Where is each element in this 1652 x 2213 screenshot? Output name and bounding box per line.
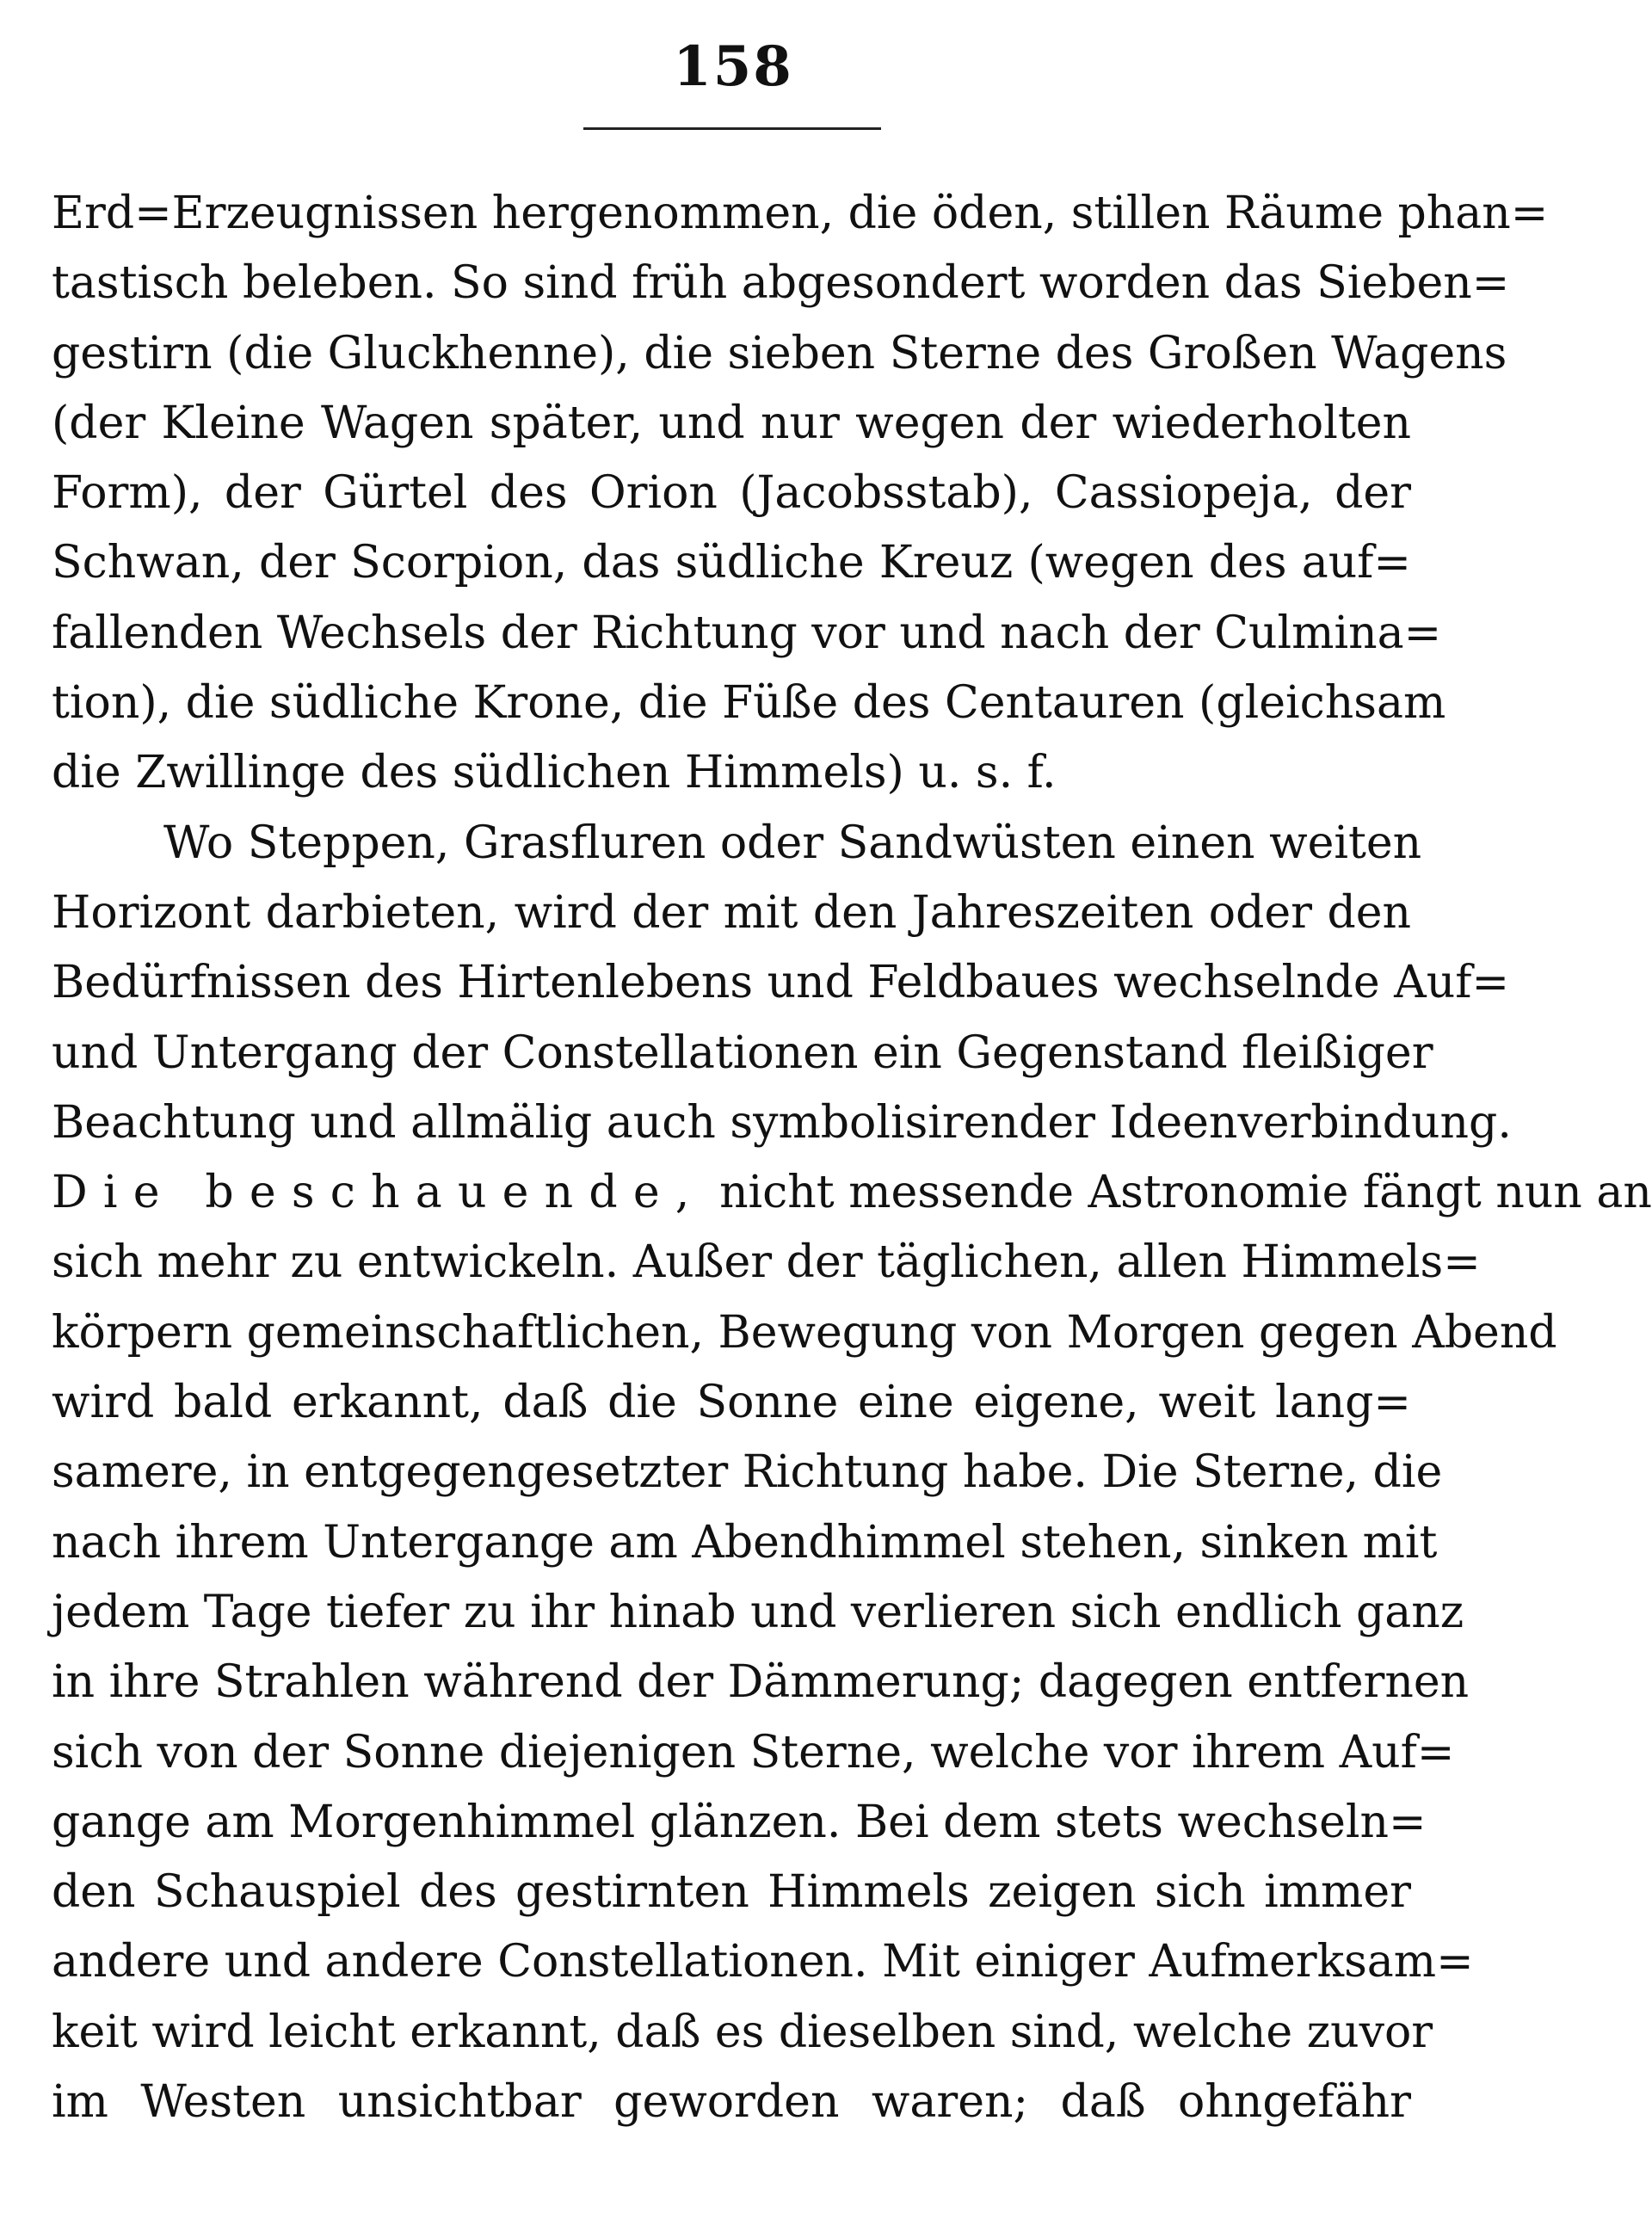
text-line: samere, in entgegengesetzter Richtung habe. Die Sterne, die	[52, 1446, 1443, 1499]
text-line: Schwan, der Scorpion, das südliche Kreuz (wegen des auf=	[52, 537, 1411, 589]
text-line: im Westen unsichtbar geworden waren; daß ohngefähr	[52, 2076, 1411, 2129]
text-line-with-emphasis	[52, 1158, 1652, 1228]
text-line: Bedürfnissen des Hirtenlebens und Feldbaues wechselnde Auf=	[52, 957, 1510, 1009]
text-line: (der Kleine Wagen später, und nur wegen der wiederholten	[52, 397, 1411, 449]
text-line: und Untergang der Constellationen ein Gegenstand fleißiger	[52, 1026, 1433, 1079]
text-line: gestirn (die Gluckhenne), die sieben Sterne des Großen Wagens	[52, 327, 1507, 379]
text-line: Horizont darbieten, wird der mit den Jahreszeiten oder den	[52, 886, 1411, 939]
text-line: sich von der Sonne diejenigen Sterne, welche vor ihrem Auf=	[52, 1726, 1455, 1778]
text-line: nach ihrem Untergange am Abendhimmel stehen, sinken mit	[52, 1516, 1438, 1569]
text-line: andere und andere Constellationen. Mit einiger Aufmerksam=	[52, 1936, 1474, 1988]
text-line: Form), der Gürtel des Orion (Jacobsstab), Cassiopeja, der	[52, 467, 1411, 520]
body-text	[52, 179, 1652, 2137]
text-line: tastisch beleben. So sind früh abgesondert worden das Sieben=	[52, 257, 1510, 310]
text-line: tion), die südliche Krone, die Füße des Centauren (gleichsam	[52, 677, 1446, 730]
spaced-emphasis: Die beschauende,	[52, 1167, 706, 1219]
text-line: keit wird leicht erkannt, daß es dieselben sind, welche zuvor	[52, 2006, 1433, 2058]
header-rule	[583, 127, 881, 130]
text-line: sich mehr zu entwickeln. Außer der täglichen, allen Himmels=	[52, 1236, 1481, 1289]
text-line: körpern gemeinschaftlichen, Bewegung von Morgen gegen Abend	[52, 1306, 1557, 1359]
text-line: Beachtung und allmälig auch symbolisirender Ideenverbindung.	[52, 1096, 1512, 1149]
paragraph-start-line: Wo Steppen, Grasfluren oder Sandwüsten einen weiten	[163, 817, 1422, 869]
page-number: 158	[673, 34, 793, 99]
text-line-rest: nicht messende Astronomie fängt nun an	[719, 1167, 1652, 1219]
text-line: den Schauspiel des gestirnten Himmels zeigen sich immer	[52, 1866, 1411, 1919]
text-line: wird bald erkannt, daß die Sonne eine eigene, weit lang=	[52, 1377, 1411, 1429]
text-line: jedem Tage tiefer zu ihr hinab und verlieren sich endlich ganz	[52, 1586, 1464, 1638]
text-line: fallenden Wechsels der Richtung vor und nach der Culmina=	[52, 607, 1442, 659]
paragraph-end-line: die Zwillinge des südlichen Himmels) u. s. f.	[52, 747, 1057, 799]
text-line: gange am Morgenhimmel glänzen. Bei dem stets wechseln=	[52, 1796, 1427, 1848]
text-line: Erd=Erzeugnissen hergenommen, die öden, stillen Räume phan=	[52, 188, 1549, 239]
text-line: in ihre Strahlen während der Dämmerung; dagegen entfernen	[52, 1656, 1470, 1709]
